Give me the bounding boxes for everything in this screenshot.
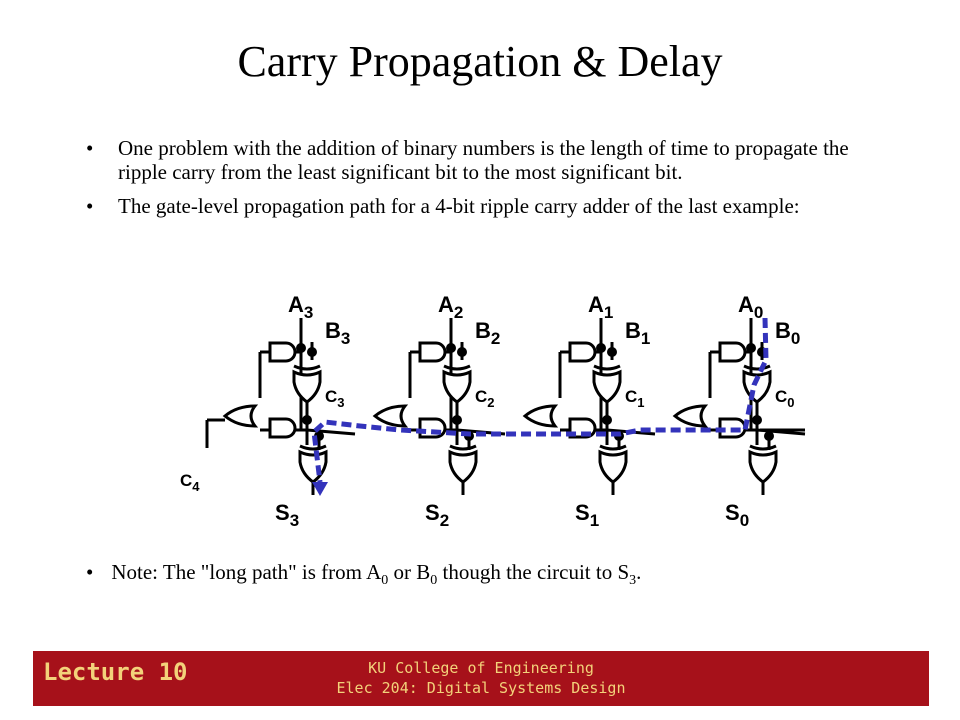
junction-dot bbox=[307, 347, 317, 357]
and-gate bbox=[570, 343, 595, 361]
bullet-text: The gate-level propagation path for a 4-bit ripple carry adder of the last example: bbox=[118, 194, 800, 218]
signal-label: $A_0$ bbox=[738, 292, 764, 322]
signal-label: $S_3$ bbox=[275, 500, 300, 530]
signal-label: $B_1$ bbox=[625, 318, 651, 348]
or-gate bbox=[525, 406, 555, 426]
xor-gate-arc bbox=[750, 446, 776, 449]
xor-gate bbox=[300, 452, 326, 482]
junction-dot bbox=[607, 347, 617, 357]
xor-gate-arc bbox=[444, 366, 470, 369]
junction-dot bbox=[602, 415, 612, 425]
junction-dot bbox=[296, 343, 306, 353]
signal-label: $C_1$ bbox=[625, 387, 645, 410]
junction-dot bbox=[302, 415, 312, 425]
signal-label: $C_3$ bbox=[325, 387, 345, 410]
course-name: Elec 204: Digital Systems Design bbox=[336, 679, 626, 697]
xor-gate bbox=[294, 372, 320, 402]
note-mid-2: though the circuit to S bbox=[437, 560, 630, 584]
note-line bbox=[86, 560, 906, 589]
xor-gate-arc bbox=[294, 366, 320, 369]
diagram-labels bbox=[180, 292, 800, 530]
and-gate bbox=[270, 343, 295, 361]
signal-label: $A_1$ bbox=[588, 292, 614, 322]
signal-label: $B_3$ bbox=[325, 318, 351, 348]
signal-label: $C_4$ bbox=[180, 471, 200, 494]
xor-gate-arc bbox=[594, 366, 620, 369]
note-sub-b: 0 bbox=[430, 573, 438, 589]
junction-dot bbox=[457, 347, 467, 357]
signal-label: $B_2$ bbox=[475, 318, 501, 348]
signal-label: $S_0$ bbox=[725, 500, 750, 530]
xor-gate bbox=[444, 372, 470, 402]
note-sub-a: 0 bbox=[381, 573, 389, 589]
junction-dot bbox=[452, 415, 462, 425]
or-gate bbox=[375, 406, 405, 426]
wire bbox=[307, 430, 355, 434]
note-sub-s: 3 bbox=[629, 573, 637, 589]
junction-dot bbox=[746, 343, 756, 353]
bullet-dot: • bbox=[86, 194, 94, 218]
xor-gate-arc bbox=[450, 446, 476, 449]
slide-title: Carry Propagation & Delay bbox=[237, 37, 723, 86]
note-prefix: Note: The "long path" is from A bbox=[111, 560, 382, 584]
xor-gate bbox=[600, 452, 626, 482]
or-gate bbox=[675, 406, 705, 426]
junction-dot bbox=[764, 431, 774, 441]
junction-dot bbox=[752, 415, 762, 425]
junction-dot bbox=[596, 343, 606, 353]
bullet-dot: • bbox=[86, 136, 94, 160]
signal-label: $A_3$ bbox=[288, 292, 314, 322]
signal-label: $B_0$ bbox=[775, 318, 801, 348]
footer-bar bbox=[33, 651, 929, 706]
signal-label: $S_2$ bbox=[425, 500, 450, 530]
lecture-label: Lecture 10 bbox=[43, 658, 188, 686]
bullet-text: One problem with the addition of binary numbers is the length of time to propagate the ripple carry from the least significant bit to the most significant bit. bbox=[118, 136, 849, 184]
college-name: KU College of Engineering bbox=[368, 659, 594, 677]
and-gate bbox=[420, 343, 445, 361]
long-path-dashed-line bbox=[314, 318, 766, 482]
circuit-lines bbox=[207, 318, 805, 495]
junction-dot bbox=[446, 343, 456, 353]
and-gate bbox=[720, 343, 745, 361]
xor-gate bbox=[594, 372, 620, 402]
xor-gate-arc bbox=[600, 446, 626, 449]
xor-gate-arc bbox=[744, 366, 770, 369]
signal-label: $C_0$ bbox=[775, 387, 795, 410]
xor-gate bbox=[450, 452, 476, 482]
xor-gate-arc bbox=[300, 446, 326, 449]
xor-gate bbox=[750, 452, 776, 482]
note-suffix: . bbox=[636, 560, 642, 584]
note-mid-1: or B bbox=[388, 560, 431, 584]
bullet-dot: • bbox=[86, 560, 94, 584]
signal-label: $S_1$ bbox=[575, 500, 600, 530]
and-gate bbox=[270, 419, 295, 437]
signal-label: $A_2$ bbox=[438, 292, 464, 322]
signal-label: $C_2$ bbox=[475, 387, 495, 410]
or-gate bbox=[225, 406, 255, 426]
